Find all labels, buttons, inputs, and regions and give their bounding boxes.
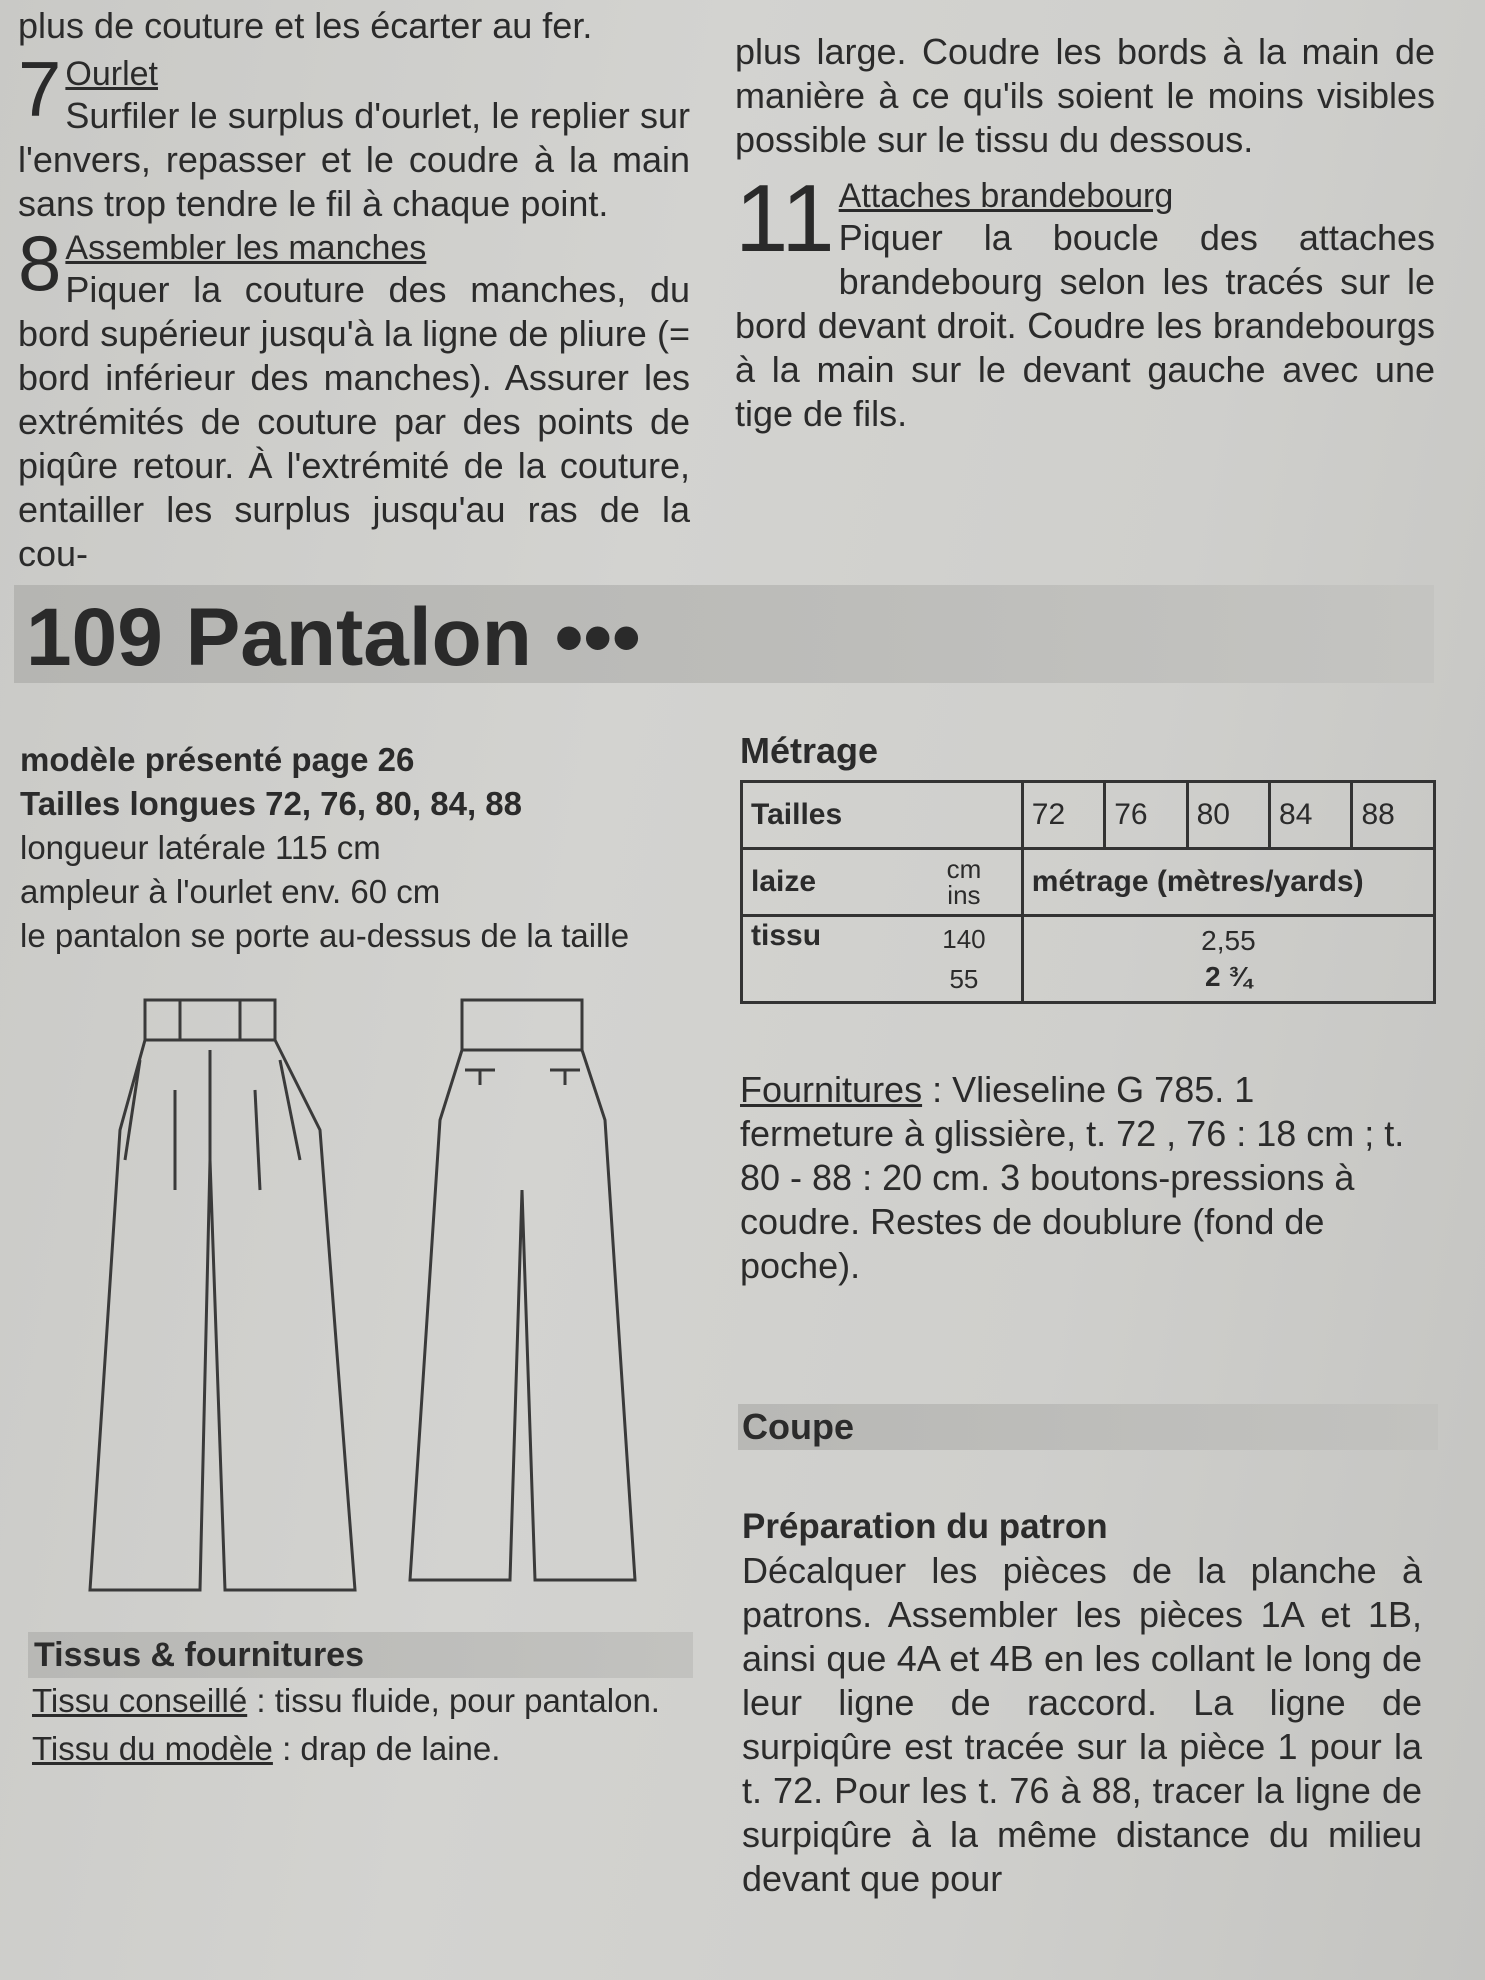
step-11 [735, 165, 1435, 436]
step-title: Attaches brandebourg [838, 177, 1174, 215]
tissu-conseille-label: Tissu conseillé [32, 1682, 248, 1719]
trousers-illustration [80, 990, 640, 1610]
width-cell [907, 916, 1022, 1003]
tissu-modele [32, 1728, 692, 1770]
step-number: 7 [18, 45, 62, 133]
preparation [742, 1505, 1422, 1901]
unit-ins: ins [947, 880, 981, 910]
tissus-heading: Tissus & fournitures [34, 1636, 364, 1674]
model-info [20, 738, 710, 958]
model-width: ampleur à l'ourlet env. 60 cm [20, 873, 441, 910]
unit-cm: cm [946, 854, 982, 884]
intro-paragraph: plus large. Coudre les bords à la main de manière à ce qu'ils soient le moins visibles possible sur le tissu du dessous. [735, 31, 1435, 160]
model-page: modèle présenté page 26 [20, 741, 415, 778]
length-cell [1022, 916, 1434, 1003]
metrage-unit-label: métrage (mètres/yards) [1022, 849, 1434, 916]
tailles-label: Tailles [742, 782, 1023, 849]
step-body: Surfiler le surplus d'ourlet, le replier sur l'envers, repasser et le coudre à la main sans trop tendre le fil à chaque point. [18, 95, 690, 224]
width-cm: 140 [942, 924, 986, 954]
step-body: Piquer la couture des manches, du bord supérieur jusqu'à la ligne de pliure (= bord inférieur des manches). Assurer les extrémités de couture par des points de piqûre retour. À l'extrémité de la couture, entailler les surplus jusqu'au ras de la cou- [18, 269, 690, 574]
metrage-label: Métrage [740, 730, 879, 771]
tissu-conseille-text: : tissu fluide, pour pantalon. [247, 1682, 660, 1719]
intro-line: plus de couture et les écarter au fer. [18, 5, 593, 46]
fournitures-label: Fournitures [740, 1069, 923, 1110]
coupe-band [738, 1404, 1438, 1450]
size-cell: 84 [1270, 782, 1352, 849]
step-title: Assembler les manches [65, 229, 427, 267]
back-waistband [462, 1000, 582, 1050]
tissu-modele-text: : drap de laine. [272, 1730, 501, 1767]
section-heading [14, 585, 1434, 683]
size-cell: 80 [1187, 782, 1269, 849]
step-number: 11 [735, 165, 835, 272]
size-cell: 88 [1352, 782, 1435, 849]
tissu-label: tissu [742, 916, 908, 1003]
laize-label: laize [742, 849, 908, 916]
step-number: 8 [18, 219, 62, 307]
fournitures [740, 1068, 1410, 1288]
section-title: 109 Pantalon ••• [26, 592, 641, 683]
front-waistband [145, 1000, 275, 1040]
units-cell [907, 849, 1022, 916]
fournitures-body: : Vlieseline G 785. 1 fermeture à glissière, t. 72 , 76 : 18 cm ; t. 80 - 88 : 20 cm. 3 boutons-pressions à coudre. Restes de doublure (fond de poche). [740, 1069, 1405, 1286]
step-7 [18, 45, 690, 226]
length-yards: 2 ¾ [1205, 961, 1252, 992]
model-sizes: Tailles longues 72, 76, 80, 84, 88 [20, 785, 522, 822]
fournitures-text [740, 1068, 1410, 1288]
tissu-modele-label: Tissu du modèle [32, 1730, 273, 1767]
model-fit: le pantalon se porte au-dessus de la taille [20, 917, 630, 954]
step-body: Piquer la boucle des attaches brandebourg selon les tracés sur le bord devant droit. Coudre les brandebourgs à la main sur le devant gauche avec une tige de fils. [735, 217, 1435, 434]
preparation-text: Décalquer les pièces de la planche à patrons. Assembler les pièces 1A et 1B, ainsi que 4A et 4B en les collant le long de leur ligne de raccord. La ligne de surpiqûre est tracée sur la pièce 1 pour la t. 72. Pour les t. 76 à 88, tracer la ligne de surpiqûre à la même distance du milieu devant que pour [742, 1550, 1422, 1899]
size-cell: 72 [1022, 782, 1104, 849]
tissu-conseille [32, 1680, 692, 1722]
length-meters: 2,55 [1201, 925, 1256, 956]
tissus-band [28, 1632, 693, 1678]
tissus-info [32, 1680, 692, 1770]
metrage-table [740, 780, 1436, 1004]
top-left-column [18, 0, 690, 576]
width-ins: 55 [949, 964, 979, 994]
size-cell: 76 [1105, 782, 1187, 849]
model-length: longueur latérale 115 cm [20, 829, 381, 866]
preparation-title: Préparation du patron [742, 1507, 1108, 1546]
step-8 [18, 219, 690, 576]
back-trousers-outline [410, 1050, 635, 1580]
step-title: Ourlet [65, 55, 158, 93]
coupe-label: Coupe [742, 1406, 854, 1447]
top-right-column [735, 30, 1435, 436]
